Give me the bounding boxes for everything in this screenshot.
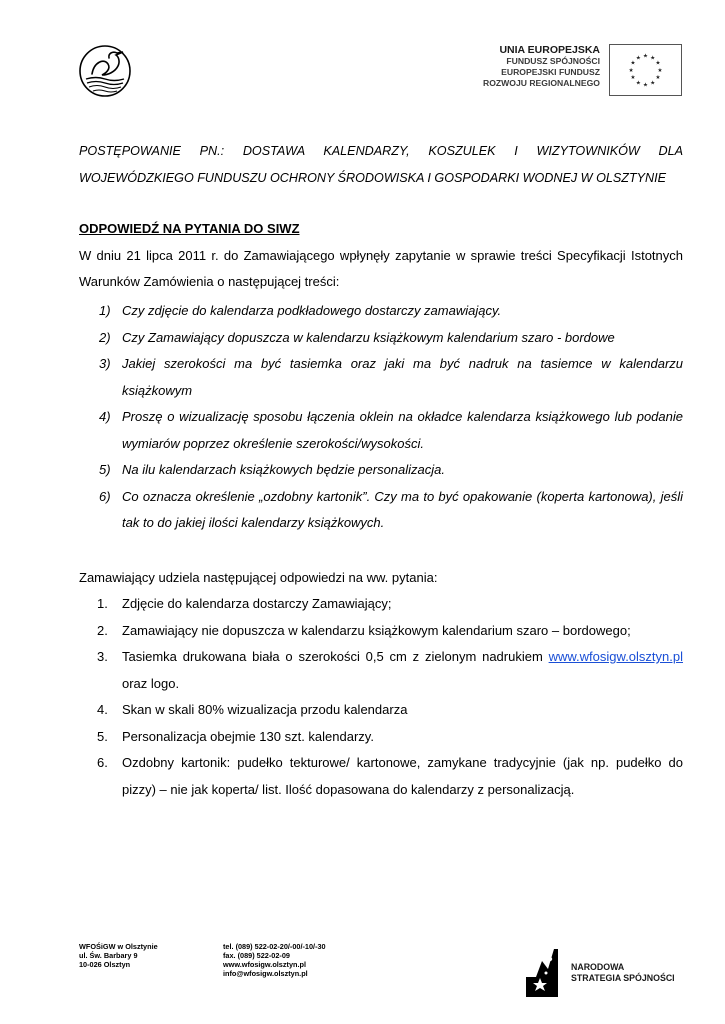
intro-paragraph: W dniu 21 lipca 2011 r. do Zamawiającego wpłynęły zapytanie w sprawie treści Specyfikacji Istotnych Warunków Zamówienia o następującej treści: [79, 248, 683, 289]
eu-star-icon: ★ [635, 55, 641, 62]
wfosigw-heron-logo-icon [78, 44, 132, 98]
answer-item [79, 724, 683, 751]
answer-item [79, 750, 683, 803]
footer-address [79, 942, 158, 969]
question-number: 2) [99, 329, 111, 345]
eu-star-icon: ★ [657, 67, 663, 74]
eu-line-2: FUNDUSZ SPÓJNOŚCI [506, 56, 600, 66]
question-text: Co oznacza określenie „ozdobny kartonik”. Czy ma to być opakowanie (koperta kartonowa), jeśli tak to do jakiej ilości kalendarzy książkowych. [122, 488, 683, 530]
eu-flag-icon [609, 44, 682, 96]
narodowa-strategia-spojnosci-logo-icon [524, 947, 562, 999]
eu-funding-label [470, 44, 600, 89]
question-item [79, 404, 683, 457]
eu-star-icon: ★ [642, 82, 649, 89]
answer-text: Zdjęcie do kalendarza dostarczy Zamawiający; [122, 596, 392, 611]
answer-item [79, 591, 683, 618]
answer-text: Ozdobny kartonik: pudełko tekturowe/ kartonowe, zamykane tradycyjnie (jak np. pudełko do pizzy) – nie jak koperta/ list. Ilość dopasowana do kalendarzy z personalizacją. [122, 755, 683, 797]
footer-tel: tel. (089) 522-02-20/-00/-10/-30 [223, 942, 326, 951]
nss-line-2: STRATEGIA SPÓJNOŚCI [571, 973, 675, 983]
eu-line-1: UNIA EUROPEJSKA [499, 44, 600, 56]
website-link[interactable]: www.wfosigw.olsztyn.pl [548, 649, 683, 664]
eu-star-icon: ★ [655, 75, 661, 82]
answer-number: 6. [97, 755, 108, 770]
question-number: 1) [99, 303, 111, 318]
footer-org-name: WFOŚiGW w Olsztynie [79, 942, 158, 951]
eu-star-icon: ★ [650, 80, 656, 87]
question-item [79, 298, 683, 325]
footer-web[interactable]: www.wfosigw.olsztyn.pl [223, 960, 306, 969]
question-text: Czy Zamawiający dopuszcza w kalendarzu książkowym kalendarium szaro - bordowe [122, 329, 615, 345]
eu-star-icon: ★ [635, 80, 641, 87]
answer-text: Skan w skali 80% wizualizacja przodu kalendarza [122, 702, 408, 717]
eu-star-icon: ★ [642, 53, 649, 60]
answer-item [79, 697, 683, 724]
answer-number: 4. [97, 702, 108, 717]
footer-city: 10-026 Olsztyn [79, 960, 131, 969]
eu-star-icon: ★ [628, 67, 634, 74]
question-number: 3) [99, 356, 111, 371]
footer-email[interactable]: info@wfosigw.olsztyn.pl [223, 969, 308, 978]
eu-line-4: ROZWOJU REGIONALNEGO [483, 78, 600, 88]
answer-item [79, 644, 683, 697]
answer-number: 2. [97, 622, 108, 638]
nss-label [571, 962, 675, 984]
procurement-title: POSTĘPOWANIE PN.: DOSTAWA KALENDARZY, KOSZULEK I WIZYTOWNIKÓW DLA WOJEWÓDZKIEGO FUNDUSZU OCHRONY ŚRODOWISKA I GOSPODARKI WODNEJ W OLSZTYNIE [79, 144, 683, 185]
question-item [79, 457, 683, 484]
answer-text: Zamawiający nie dopuszcza w kalendarzu książkowym kalendarium szaro – bordowego; [122, 622, 631, 638]
answer-text: Tasiemka drukowana biała o szerokości 0,5 cm z zielonym nadrukiem [122, 649, 549, 664]
question-number: 5) [99, 462, 111, 477]
question-text: Czy zdjęcie do kalendarza podkładowego dostarczy zamawiający. [122, 303, 502, 318]
footer-street: ul. Św. Barbary 9 [79, 951, 138, 960]
footer-fax: fax. (089) 522-02-09 [223, 951, 290, 960]
questions-list [79, 298, 683, 537]
question-text: Jakiej szerokości ma być tasiemka oraz jaki ma być nadruk na tasiemce w kalendarzu książkowym [122, 356, 683, 398]
question-number: 4) [99, 409, 111, 424]
answer-text: Personalizacja obejmie 130 szt. kalendarzy. [122, 728, 374, 744]
answer-number: 3. [97, 649, 108, 664]
answer-number: 5. [97, 728, 108, 744]
answer-text-continued: oraz logo. [122, 675, 180, 691]
question-number: 6) [99, 488, 111, 504]
eu-star-icon: ★ [650, 55, 656, 62]
eu-line-3: EUROPEJSKI FUNDUSZ [501, 67, 600, 77]
footer-contact [223, 942, 326, 978]
eu-star-icon: ★ [630, 75, 636, 82]
answer-number: 1. [97, 596, 108, 611]
eu-star-icon: ★ [655, 60, 661, 67]
question-item [79, 325, 683, 352]
question-item [79, 484, 683, 537]
answer-item [79, 618, 683, 645]
question-text: Proszę o wizualizację sposobu łączenia oklein na okładce kalendarza książkowego lub podanie wymiarów poprzez określenie szerokości/wysokości. [122, 409, 683, 451]
answers-intro: Zamawiający udziela następującej odpowiedzi na ww. pytania: [79, 570, 438, 585]
section-heading: ODPOWIEDŹ NA PYTANIA DO SIWZ [79, 221, 300, 236]
nss-line-1: NARODOWA [571, 962, 625, 972]
question-item [79, 351, 683, 404]
eu-star-icon: ★ [630, 60, 636, 67]
question-text: Na ilu kalendarzach książkowych będzie personalizacja. [122, 462, 446, 477]
answers-list [79, 591, 683, 803]
